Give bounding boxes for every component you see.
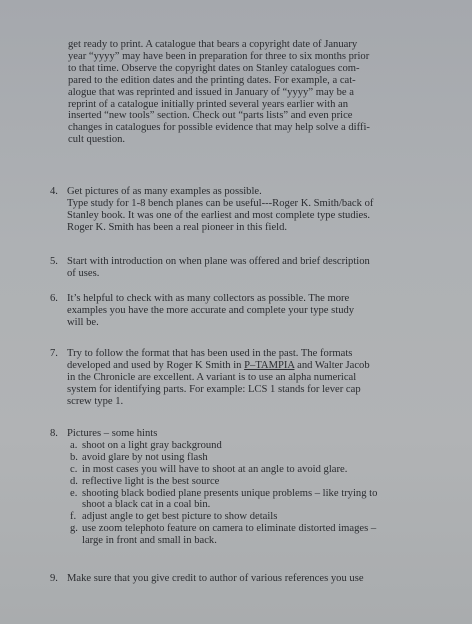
intro-line: reprint of a catalogue initially printed several years earlier with an: [68, 98, 349, 110]
intro-line: inserted “new tools” section. Check out “parts lists” and even price: [68, 110, 353, 122]
intro-line: year “yyyy” may have been in preparation for three to six months prior: [68, 50, 370, 62]
hint-text: in most cases you will have to shoot at an angle to avoid glare.: [82, 463, 348, 475]
publication-title: P–TAMPIA: [244, 359, 295, 371]
hint-text: shooting black bodied plane presents unique problems – like trying to: [82, 487, 378, 499]
item-line: Make sure that you give credit to author of various references you use: [67, 573, 364, 584]
hint-letter: e.: [70, 487, 78, 499]
hint-text: shoot on a light gray background: [82, 439, 222, 451]
list-item-5: [50, 256, 425, 280]
item-heading: Pictures – some hints: [67, 428, 158, 439]
item-number: 9.: [50, 573, 58, 584]
hint-continuation: large in front and small in back.: [82, 535, 217, 547]
item-line: It’s helpful to check with as many collectors as possible. The more: [67, 293, 350, 304]
item-line: will be.: [67, 316, 99, 328]
hint-text: reflective light is the best source: [82, 475, 220, 487]
item-line: system for identifying parts. For example: LCS 1 stands for lever cap: [67, 383, 361, 395]
item-line: Roger K. Smith has been a real pioneer in this field.: [67, 221, 288, 233]
hint-item: [70, 523, 425, 535]
intro-line: to that time. Observe the copyright dates on Stanley catalogues com-: [68, 62, 360, 74]
intro-line: alogue that was reprinted and issued in January of “yyyy” may be a: [68, 86, 354, 98]
item-number: 7.: [50, 348, 58, 359]
hint-item: [70, 488, 425, 500]
intro-line: pared to the edition dates and the printing dates. For example, a cat-: [68, 74, 356, 86]
list-item-8: [50, 428, 425, 547]
hint-item: [70, 452, 425, 464]
hint-item: [70, 440, 425, 452]
item-line-with-link: [67, 360, 425, 372]
hint-item: [70, 476, 425, 488]
intro-paragraph: [68, 39, 428, 146]
item-line: in the Chronicle are excellent. A variant is to use an alpha numerical: [67, 371, 357, 383]
list-item-6: [50, 293, 425, 329]
hint-letter: a.: [70, 439, 78, 451]
hint-letter: b.: [70, 451, 78, 463]
hint-item: [70, 464, 425, 476]
hint-letter: c.: [70, 463, 78, 475]
list-item-7: [50, 348, 425, 408]
hint-continuation: shoot a black cat in a coal bin.: [82, 499, 211, 511]
item-number: 5.: [50, 256, 58, 267]
hint-text: adjust angle to get best picture to show details: [82, 511, 278, 523]
item-number: 4.: [50, 186, 58, 197]
item-line-text: developed and used by Roger K Smith in: [67, 359, 245, 371]
item-line: screw type 1.: [67, 395, 124, 407]
intro-line: get ready to print. A catalogue that bears a copyright date of January: [68, 39, 358, 50]
item-line: of uses.: [67, 267, 100, 279]
hint-text: avoid glare by not using flash: [82, 451, 208, 463]
intro-line: changes in catalogues for possible evidence that may help solve a diffi-: [68, 122, 370, 134]
item-number: 6.: [50, 293, 58, 304]
item-line: Stanley book. It was one of the earliest and most complete type studies.: [67, 209, 371, 221]
hint-text: use zoom telephoto feature on camera to eliminate distorted images –: [82, 523, 377, 535]
list-item-4: [50, 186, 425, 234]
hint-item: [70, 511, 425, 523]
item-line: examples you have the more accurate and complete your type study: [67, 304, 355, 316]
hint-letter: f.: [70, 511, 77, 523]
item-line: Start with introduction on when plane was offered and brief description: [67, 256, 370, 267]
intro-line: cult question.: [68, 134, 126, 146]
list-item-9: [50, 573, 425, 585]
item-line: Get pictures of as many examples as possible.: [67, 186, 262, 197]
item-line: Try to follow the format that has been used in the past. The formats: [67, 348, 353, 359]
item-line: Type study for 1-8 bench planes can be useful---Roger K. Smith/back of: [67, 197, 374, 209]
item-number: 8.: [50, 428, 58, 439]
item-line-text: and Walter Jacob: [294, 359, 370, 371]
hint-letter: g.: [70, 523, 78, 535]
hint-letter: d.: [70, 475, 78, 487]
